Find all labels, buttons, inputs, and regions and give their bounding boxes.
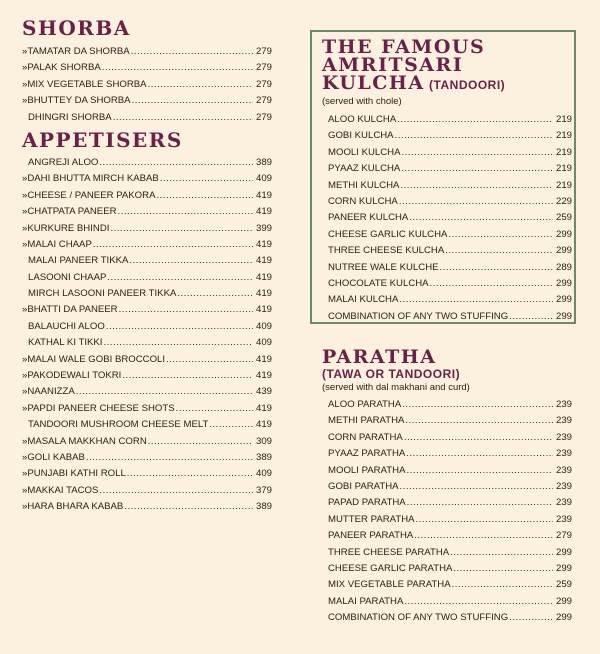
menu-item [322,112,572,128]
menu-item-name: TANDOORI MUSHROOM CHEESE MELT [28,419,209,431]
paratha-heading: PARATHA [322,346,437,368]
leader-dots [400,479,553,495]
menu-item [22,93,272,109]
menu-item-price: 299 [555,595,572,607]
menu-item-price: 239 [555,448,572,460]
menu-item-name: CORN PARATHA [328,431,403,443]
menu-item-price: 239 [555,480,572,492]
menu-item [22,499,272,515]
menu-item-name: »MALAI WALE GOBI BROCCOLI [22,353,166,365]
menu-item-name: ALOO KULCHA [328,114,397,125]
menu-item-name: »MALAI CHAAP [22,238,92,250]
leader-dots [160,171,253,187]
menu-item-price: 419 [255,304,272,316]
menu-item [322,495,572,511]
menu-item [22,221,272,237]
menu-item [22,368,272,384]
menu-item-price: 239 [555,497,572,509]
menu-item-price: 419 [255,206,272,218]
leader-dots [102,60,253,76]
left-column [22,18,272,516]
menu-item-name: »BHATTI DA PANEER [22,304,118,316]
menu-item-price: 219 [555,163,572,175]
menu-item [322,178,572,194]
menu-item-price: 219 [555,179,572,191]
menu-item-name: KATHAL KI TIKKI [28,337,103,349]
menu-item-price: 299 [555,277,572,289]
menu-item [22,188,272,204]
leader-dots [176,401,253,417]
leader-dots [448,227,553,243]
leader-dots [99,483,253,499]
leader-dots [409,210,553,226]
menu-item-price: 439 [255,386,272,398]
menu-item-name: THREE CHEESE PARATHA [328,546,450,558]
menu-item-price: 299 [555,546,572,558]
menu-item-price: 239 [555,431,572,443]
leader-dots [76,384,253,400]
leader-dots [430,276,553,292]
menu-item [22,237,272,253]
kulcha-heading-line2: AMRITSARI [322,54,464,76]
menu-item-price: 419 [255,419,272,431]
leader-dots [416,512,553,528]
menu-item-price: 279 [255,46,272,57]
leader-dots [124,499,253,515]
menu-item-price: 419 [255,402,272,414]
menu-item-price: 419 [255,288,272,300]
menu-item-name: CHEESE GARLIC PARATHA [328,562,453,574]
menu-item-price: 419 [255,255,272,267]
shorba-list [22,44,272,126]
menu-item-price: 389 [255,156,272,168]
menu-item-name: METHI KULCHA [328,179,400,191]
paratha-heading-paren: (TAWA OR TANDOORI) [322,367,461,381]
leader-dots [166,352,253,368]
menu-item [322,479,572,495]
menu-item-name: MALAI KULCHA [328,294,399,306]
leader-dots [397,112,553,128]
menu-item [322,161,572,177]
leader-dots [399,292,553,308]
leader-dots [395,128,553,144]
menu-item-name: GOBI PARATHA [328,480,399,492]
menu-item [322,227,572,243]
leader-dots [99,155,253,171]
leader-dots [113,110,253,126]
menu-item-name: LASOONI CHAAP [28,271,107,283]
kulcha-subtitle: (served with chole) [322,96,402,107]
menu-item-name: »HARA BHARA KABAB [22,501,124,513]
menu-item [22,319,272,335]
leader-dots [406,463,553,479]
menu-item [22,253,272,269]
menu-item [322,463,572,479]
leader-dots [405,413,553,429]
leader-dots [119,302,253,318]
leader-dots [402,145,553,161]
menu-item-price: 379 [255,484,272,496]
menu-item-name: MIRCH LASOONI PANEER TIKKA [28,288,177,300]
menu-item-name: COMBINATION OF ANY TWO STUFFING [328,612,509,624]
menu-item-name: MALAI PANEER TIKKA [28,255,129,267]
menu-item [322,292,572,308]
menu-item-price: 299 [555,245,572,257]
menu-item [22,155,272,171]
menu-item-name: »PALAK SHORBA [22,62,101,74]
leader-dots [131,44,253,60]
leader-dots [404,430,553,446]
leader-dots [401,161,553,177]
leader-dots [132,93,253,109]
menu-item-name: CORN KULCHA [328,195,398,207]
menu-item-name: »CHEESE / PANEER PAKORA [22,189,156,201]
menu-item-name: »NAANIZZA [22,386,75,398]
menu-item [322,260,572,276]
menu-item-name: »CHATPATA PANEER [22,206,117,218]
menu-item [322,561,572,577]
leader-dots [177,286,253,302]
shorba-heading: SHORBA [22,16,131,40]
kulcha-heading-line3-wrap [322,74,572,94]
menu-item-name: METHI PARATHA [328,415,405,427]
leader-dots [93,237,253,253]
menu-item-price: 419 [255,238,272,250]
menu-item-name: MOOLI KULCHA [328,146,401,158]
menu-item [322,413,572,429]
menu-item-price: 399 [255,222,272,234]
menu-item [322,446,572,462]
menu-item [22,110,272,126]
menu-item-name: »PAKODEWALI TOKRI [22,370,122,382]
menu-item-name: CHEESE GARLIC KULCHA [328,228,448,240]
menu-item-name: MUTTER PARATHA [328,513,415,525]
menu-item [322,397,572,413]
menu-item [322,194,572,210]
menu-item-price: 279 [555,530,572,542]
menu-item-name: THREE CHEESE KULCHA [328,245,445,257]
menu-item-name: PYAAZ KULCHA [328,163,401,175]
menu-item [322,528,572,544]
menu-item [322,577,572,593]
menu-item-price: 309 [255,435,272,447]
menu-item-price: 279 [255,95,272,107]
menu-item-name: »TAMATAR DA SHORBA [22,46,130,57]
menu-item [322,145,572,161]
menu-item [322,594,572,610]
menu-item-name: ALOO PARATHA [328,399,402,410]
leader-dots [452,577,553,593]
leader-dots [148,77,253,93]
menu-item [322,430,572,446]
menu-item-price: 239 [555,513,572,525]
menu-item-price: 409 [255,173,272,185]
leader-dots [509,610,553,626]
menu-item [22,450,272,466]
menu-item-price: 259 [555,579,572,591]
menu-item-name: COMBINATION OF ANY TWO STUFFING [328,310,509,322]
menu-item-name: PAPAD PARATHA [328,497,406,509]
leader-dots [127,466,253,482]
menu-item-name: PANEER PARATHA [328,530,414,542]
menu-item-name: »PAPDI PANEER CHEESE SHOTS [22,402,175,414]
menu-item [22,204,272,220]
appetisers-heading: APPETISERS [22,127,183,152]
leader-dots [414,528,553,544]
leader-dots [86,450,253,466]
menu-item-name: »PUNJABI KATHI ROLL [22,468,126,480]
menu-item-price: 409 [255,320,272,332]
menu-item-price: 289 [555,261,572,273]
menu-item [22,434,272,450]
kulcha-heading-line3: KULCHA [322,72,425,94]
menu-item-name: NUTREE WALE KULCHE [328,261,439,273]
menu-item [22,77,272,93]
kulcha-list [322,112,572,325]
leader-dots [107,270,253,286]
leader-dots [118,204,253,220]
menu-item [322,128,572,144]
leader-dots [453,561,553,577]
menu-item [22,352,272,368]
kulcha-heading-line1: THE FAMOUS [322,36,486,58]
leader-dots [129,253,253,269]
menu-item-name: PYAAZ PARATHA [328,448,406,460]
leader-dots [156,188,253,204]
menu-item-name: MIX VEGETABLE PARATHA [328,579,451,591]
leader-dots [148,434,253,450]
menu-item [22,286,272,302]
menu-item-name: »GOLI KABAB [22,451,85,463]
appetisers-list [22,155,272,516]
menu-item-price: 389 [255,451,272,463]
leader-dots [209,417,253,433]
menu-item [322,610,572,626]
menu-item-price: 239 [555,399,572,410]
paratha-list [322,397,572,626]
menu-item-price: 419 [255,189,272,201]
leader-dots [402,397,553,413]
leader-dots [445,243,553,259]
kulcha-section [322,38,572,325]
menu-item [22,401,272,417]
menu-item-price: 219 [555,146,572,158]
menu-item-name: »MASALA MAKKHAN CORN [22,435,147,447]
menu-item [22,384,272,400]
menu-item-price: 299 [555,310,572,322]
leader-dots [406,446,553,462]
menu-item [322,276,572,292]
menu-item-name: MALAI PARATHA [328,595,404,607]
menu-item [22,60,272,76]
kulcha-heading-paren: (TANDOORI) [429,78,506,92]
menu-item-price: 239 [555,464,572,476]
menu-item-price: 279 [255,62,272,74]
menu-item [322,545,572,561]
paratha-subtitle: (served with dal makhani and curd) [322,382,470,393]
menu-item-price: 409 [255,468,272,480]
leader-dots [450,545,553,561]
menu-item-price: 219 [555,130,572,142]
menu-item-price: 389 [255,501,272,513]
leader-dots [404,594,553,610]
menu-item-price: 299 [555,612,572,624]
menu-item-price: 299 [555,294,572,306]
menu-item-name: »MIX VEGETABLE SHORBA [22,78,147,90]
menu-item-name: DHINGRI SHORBA [28,111,112,123]
leader-dots [400,178,553,194]
leader-dots [509,309,553,325]
menu-item [22,335,272,351]
menu-item [322,309,572,325]
menu-item [322,512,572,528]
menu-item-price: 219 [555,114,572,125]
menu-item [22,483,272,499]
menu-item-price: 279 [255,111,272,123]
menu-item [22,417,272,433]
menu-item-price: 419 [255,353,272,365]
paratha-section [322,348,572,626]
menu-item-name: »DAHI BHUTTA MIRCH KABAB [22,173,159,185]
menu-item [22,171,272,187]
menu-item-price: 279 [255,78,272,90]
menu-item-price: 409 [255,337,272,349]
leader-dots [122,368,253,384]
menu-item-name: PANEER KULCHA [328,212,409,224]
menu-item-name: MOOLI PARATHA [328,464,406,476]
menu-item-price: 299 [555,562,572,574]
leader-dots [407,495,553,511]
menu-item [322,243,572,259]
menu-item-name: CHOCOLATE KULCHA [328,277,429,289]
menu-item [22,44,272,60]
menu-item [322,210,572,226]
menu-item-name: »MAKKAI TACOS [22,484,99,496]
menu-item [22,270,272,286]
leader-dots [110,221,253,237]
menu-item-price: 419 [255,271,272,283]
menu-item-name: ANGREJI ALOO [28,156,99,168]
leader-dots [106,319,253,335]
menu-item-name: BALAUCHI ALOO [28,320,105,332]
menu-item-price: 299 [555,228,572,240]
menu-item-price: 239 [555,415,572,427]
menu-item-name: »KURKURE BHINDI [22,222,110,234]
menu-item-price: 259 [555,212,572,224]
leader-dots [440,260,553,276]
menu-item [22,302,272,318]
menu-item-name: »BHUTTEY DA SHORBA [22,95,131,107]
menu-item-price: 419 [255,370,272,382]
menu-item-name: GOBI KULCHA [328,130,394,142]
leader-dots [399,194,553,210]
leader-dots [103,335,253,351]
menu-item-price: 229 [555,195,572,207]
menu-item [22,466,272,482]
